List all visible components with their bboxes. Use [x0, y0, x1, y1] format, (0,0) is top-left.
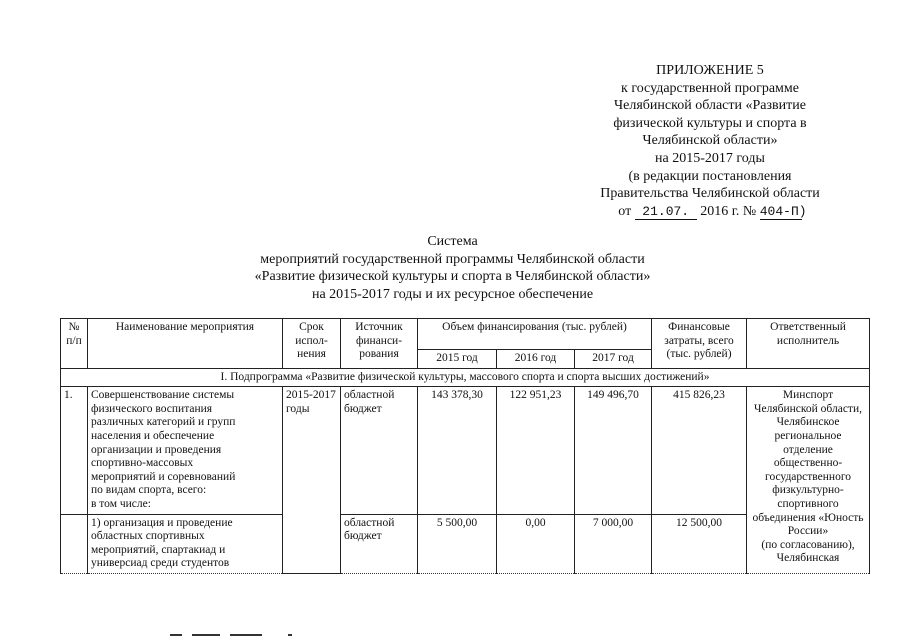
header-source: Источник финанси-рования: [341, 319, 418, 369]
title-line: мероприятий государственной программы Челябинской области: [260, 251, 645, 267]
row-2016: 122 951,23: [497, 387, 575, 514]
title-line: «Развитие физической культуры и спорта в Челябинской области»: [254, 269, 651, 284]
table-header-row: [61, 319, 870, 350]
document-title: [150, 233, 755, 303]
row-term: 2015-2017 годы: [283, 387, 341, 574]
row-2017: 7 000,00: [575, 514, 652, 573]
title-line: на 2015-2017 годы и их ресурсное обеспечение: [311, 286, 594, 302]
header-volume: Объем финансирования (тыс. рублей): [418, 319, 652, 350]
header-total: Финансовые затраты, всего (тыс. рублей): [652, 319, 747, 369]
row-2017: 149 496,70: [575, 387, 652, 514]
appendix-line: (в редакции постановления: [628, 168, 792, 184]
date-year: 2016 г. №: [700, 203, 757, 219]
row-source: областной бюджет: [341, 514, 418, 573]
header-num: № п/п: [61, 319, 88, 369]
measures-table: [60, 318, 870, 574]
appendix-line: к государственной программе: [621, 80, 799, 96]
row-2016: 0,00: [497, 514, 575, 573]
section-title: I. Подпрограмма «Развитие физической культуры, массового спорта и спорта высших достижений»: [61, 368, 870, 387]
header-2017: 2017 год: [575, 350, 652, 369]
handwritten-date: 21.07.: [635, 205, 697, 220]
appendix-date-line: [560, 203, 860, 221]
handwritten-number: 404-П): [759, 203, 807, 219]
row-2015: 5 500,00: [418, 514, 497, 573]
appendix-line: Челябинской области «Развитие: [614, 98, 806, 114]
appendix-line: Правительства Челябинской области: [600, 186, 820, 202]
row-total: 12 500,00: [652, 514, 747, 573]
appendix-line: на 2015-2017 годы: [655, 150, 765, 166]
row-num: [61, 514, 88, 573]
header-term: Срок испол-нения: [283, 319, 341, 369]
row-2015: 143 378,30: [418, 387, 497, 514]
row-num: 1.: [61, 387, 88, 514]
row-total: 415 826,23: [652, 387, 747, 514]
row-name: Совершенствование системы физического воспитания различных категорий и групп населения и обеспечение организации и проведения спортивно-массовых мероприятий и соревнований по видам спорта, всего: в том числе:: [88, 387, 283, 514]
appendix-header: [560, 62, 860, 220]
row-name: 1) организация и проведение областных спортивных мероприятий, спартакиад и универсиад среди студентов: [88, 514, 283, 573]
header-responsible: Ответственный исполнитель: [747, 319, 870, 369]
appendix-line: Челябинской области»: [642, 133, 778, 149]
header-2015: 2015 год: [418, 350, 497, 369]
date-prefix: от: [618, 203, 632, 219]
scan-artifact-marks: [170, 634, 300, 640]
title-line: Система: [427, 234, 478, 249]
row-source: областной бюджет: [341, 387, 418, 514]
header-name: Наименование мероприятия: [88, 319, 283, 369]
appendix-line: физической культуры и спорта в: [613, 115, 807, 131]
header-2016: 2016 год: [497, 350, 575, 369]
table-row: [61, 387, 870, 514]
section-row: [61, 368, 870, 387]
appendix-title: ПРИЛОЖЕНИЕ 5: [656, 63, 764, 78]
row-responsible: Минспорт Челябинской области, Челябинское региональное отделение общественно- государственного физкультурно- спортивного объединения «Юность России» (по согласованию), Челябинская: [747, 387, 870, 574]
